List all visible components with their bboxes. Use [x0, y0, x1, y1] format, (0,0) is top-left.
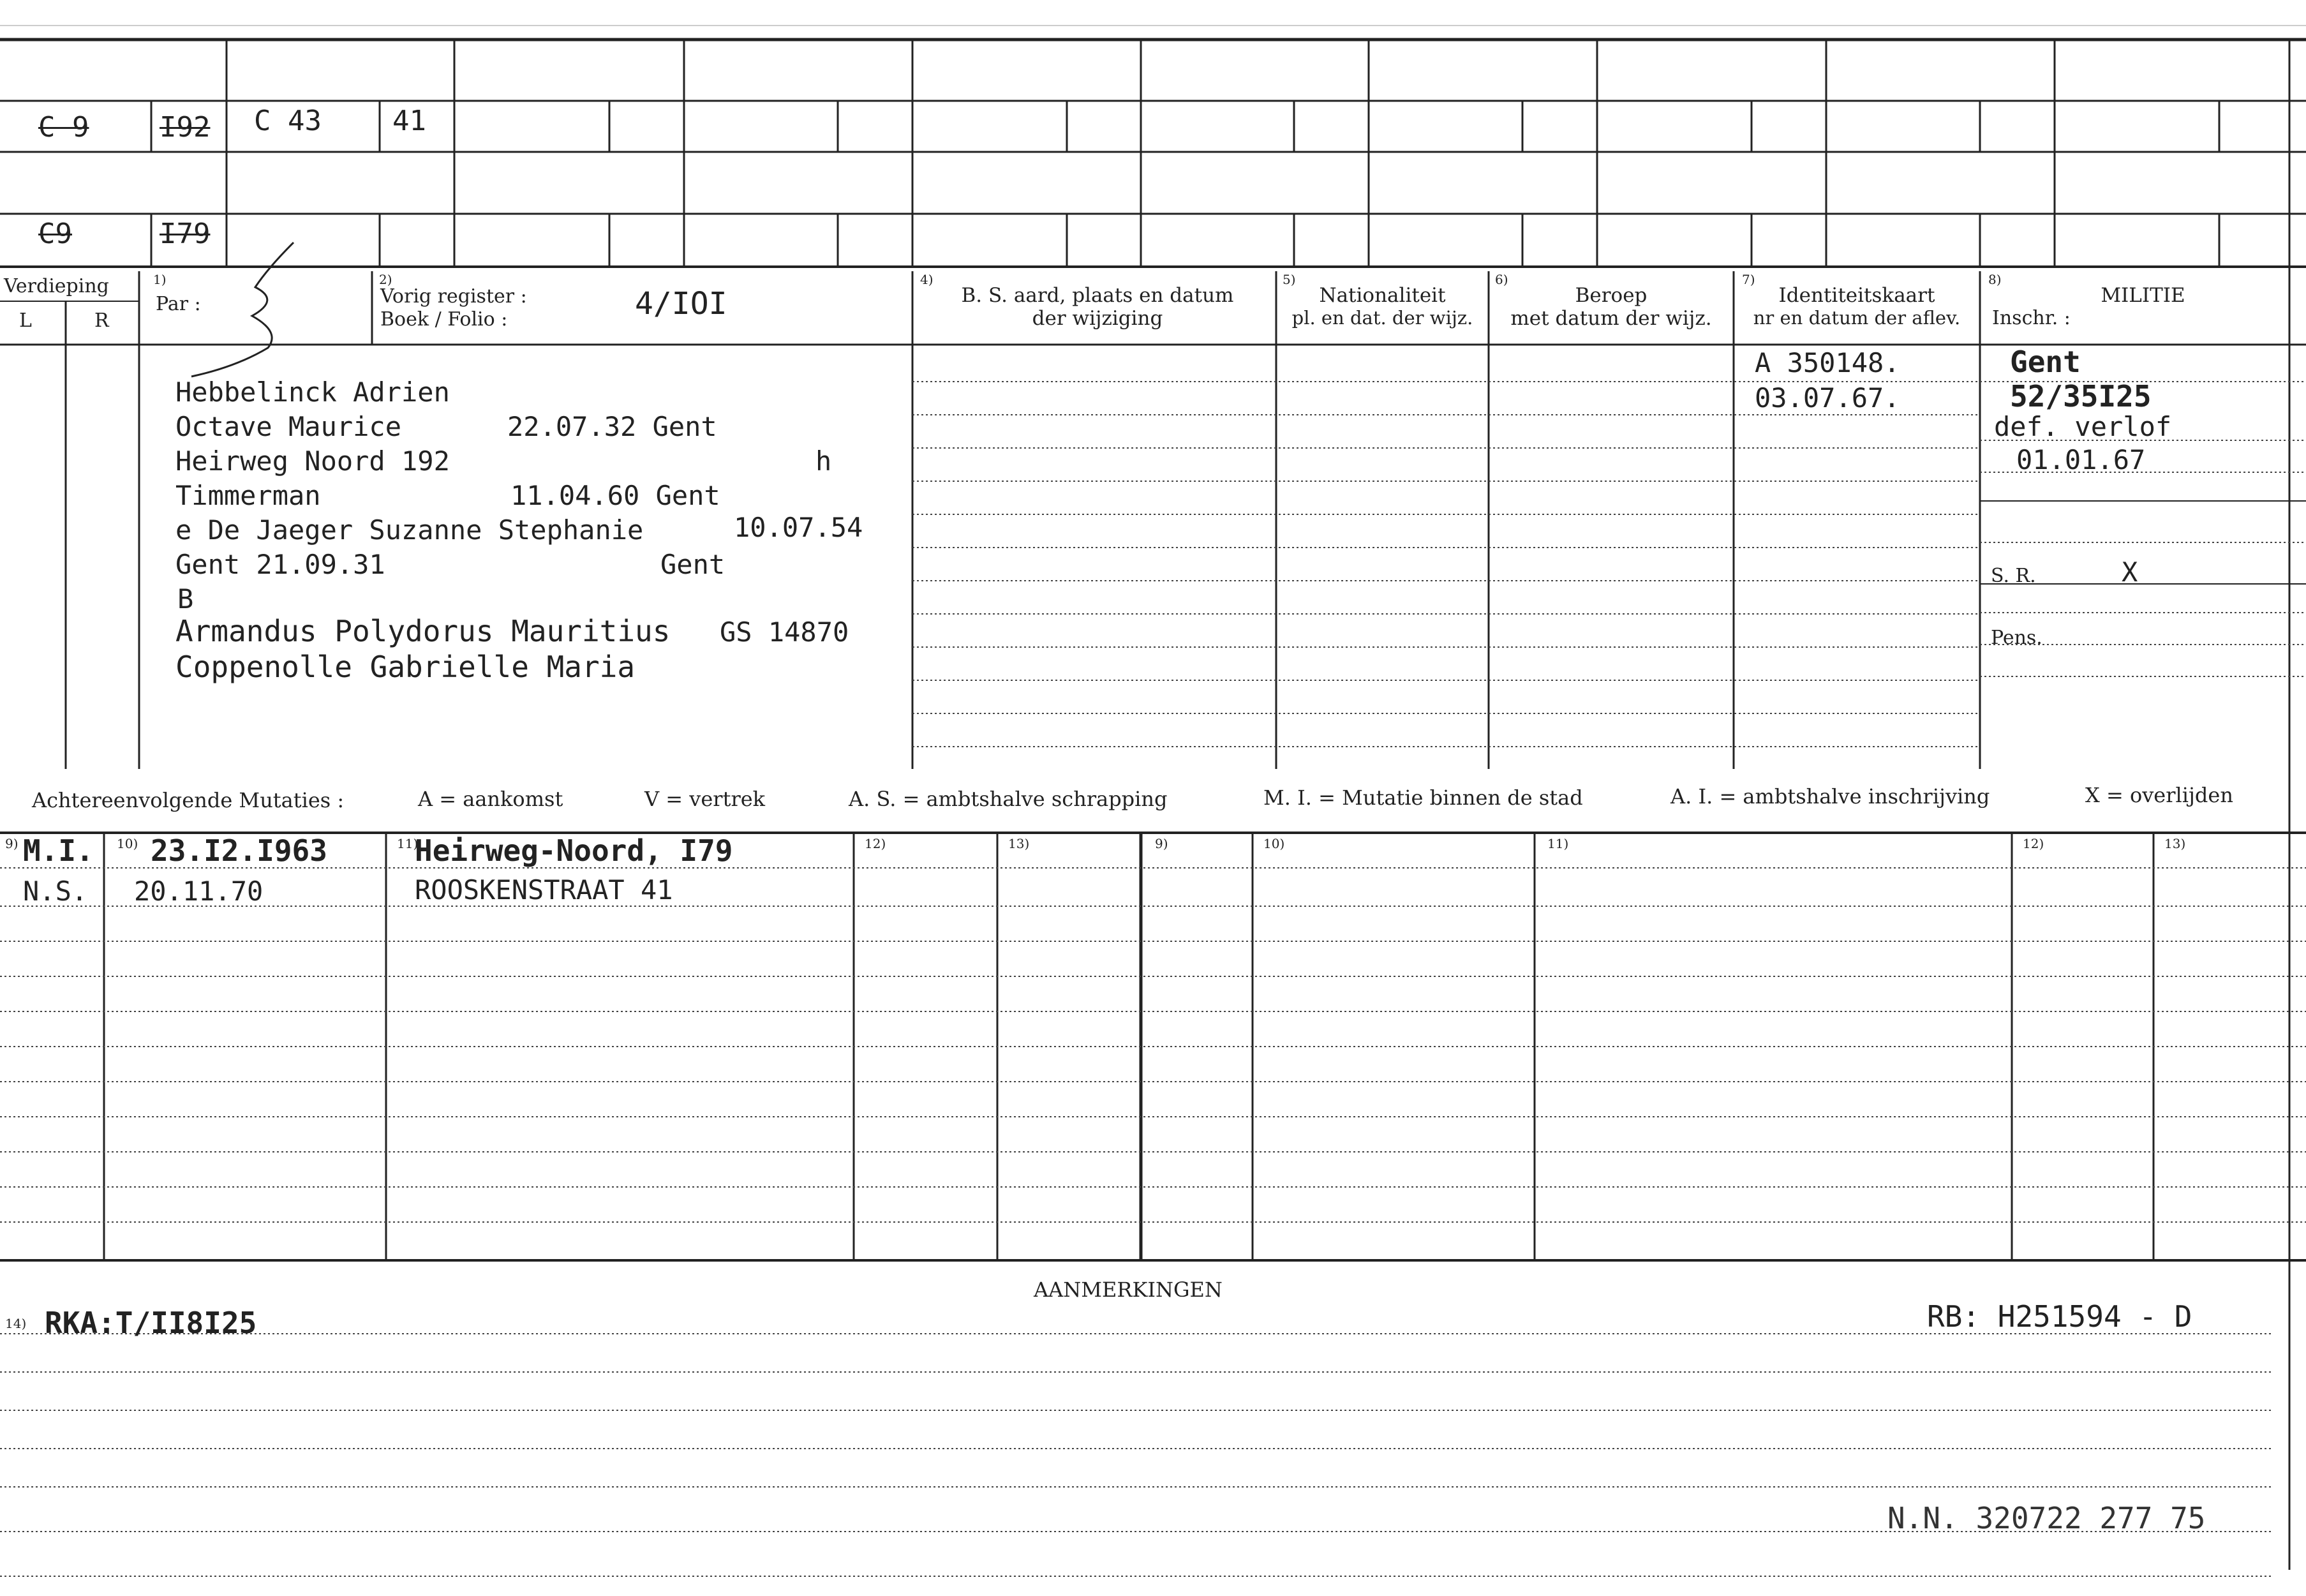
col8-number: 8) — [1988, 272, 2002, 287]
person-occupation: Timmerman — [175, 480, 321, 511]
militie-status: def. verlof — [1994, 411, 2172, 442]
mother-name: Coppenolle Gabrielle Maria — [175, 650, 636, 684]
col6-number: 6) — [1495, 272, 1508, 287]
person-name: Hebbelinck Adrien — [175, 377, 450, 408]
boek-folio-label: Boek / Folio : — [380, 308, 508, 331]
legend-aankomst: A = aankomst — [418, 787, 563, 811]
legend-overlijden: X = overlijden — [2085, 783, 2233, 807]
col4-number: 4) — [920, 272, 934, 287]
mut-col10-right: 10) — [1263, 836, 1285, 851]
floor-l-label: L — [19, 310, 32, 332]
militie-place: Gent — [2010, 345, 2081, 379]
col7-header-line1: Identiteitskaart — [1778, 284, 1935, 307]
col4-header-line2: der wijziging — [1032, 307, 1163, 330]
remarks-rka: RKA:T/II8I25 — [45, 1306, 257, 1340]
mutation-address: ROOSKENSTRAAT 41 — [415, 874, 673, 906]
sr-label: S. R. — [1991, 565, 2036, 587]
col5-number: 5) — [1283, 272, 1296, 287]
mutation-date: 20.11.70 — [134, 876, 264, 907]
spouse-marriage-date: 10.07.54 — [734, 512, 863, 543]
top-code-row2-b: I79 — [160, 218, 211, 250]
mutation-date: 23.I2.I963 — [151, 833, 327, 868]
mut-col11-right: 11) — [1547, 836, 1569, 851]
legend-mutatie-stad: M. I. = Mutatie binnen de stad — [1263, 786, 1583, 810]
person-given-names: Octave Maurice — [175, 411, 402, 442]
remarks-title: AANMERKINGEN — [1034, 1278, 1223, 1302]
pens-label: Pens. — [1991, 627, 2042, 649]
col7-number: 7) — [1742, 272, 1755, 287]
father-code: GS 14870 — [720, 616, 849, 648]
col8-header-line1: MILITIE — [2101, 284, 2185, 307]
spouse-name: e De Jaeger Suzanne Stephanie — [175, 514, 644, 546]
col4-header-line1: B. S. aard, plaats en datum — [961, 284, 1234, 307]
top-code-row1-d: 41 — [392, 105, 426, 137]
par-label: Par : — [156, 293, 201, 315]
militie-inschr-label: Inschr. : — [1992, 307, 2071, 329]
remarks-nn: N.N. 320722 277 75 — [1887, 1501, 2206, 1535]
militie-number: 52/35I25 — [2010, 379, 2152, 414]
col5-header-line2: pl. en dat. der wijz. — [1291, 307, 1473, 329]
mut-col13-left: 13) — [1008, 836, 1030, 851]
vorig-register-value: 4/IOI — [635, 286, 727, 322]
mutation-address: Heirweg-Noord, I79 — [415, 833, 733, 868]
remarks-number: 14) — [5, 1316, 27, 1331]
top-code-row2-a: C9 — [38, 218, 72, 250]
top-code-row1-a: C 9 — [38, 111, 89, 144]
person-mark-b: B — [177, 583, 194, 615]
mut-col13-right: 13) — [2164, 836, 2186, 851]
verdieping-label: Verdieping — [4, 275, 109, 297]
mut-col12-left: 12) — [865, 836, 886, 851]
mutations-legend-title: Achtereenvolgende Mutaties : — [32, 788, 345, 812]
mutation-type: M.I. — [23, 833, 94, 868]
col7-header-line2: nr en datum der aflev. — [1753, 307, 1961, 329]
spouse-birth-place: Gent — [660, 549, 725, 580]
vorig-register-label: Vorig register : — [380, 285, 527, 308]
legend-vertrek: V = vertrek — [644, 787, 766, 811]
floor-r-label: R — [94, 310, 109, 332]
col6-header-line2: met datum der wijz. — [1510, 307, 1712, 330]
mut-col12-right: 12) — [2023, 836, 2044, 851]
mut-col9-left: 9) — [5, 836, 19, 851]
militie-date: 01.01.67 — [2016, 444, 2146, 475]
mutation-type: N.S. — [23, 876, 88, 907]
person-birth: 22.07.32 Gent — [507, 411, 717, 442]
top-code-row1-b: I92 — [160, 111, 211, 144]
father-name: Armandus Polydorus Mauritius — [175, 614, 671, 648]
sr-value: X — [2122, 556, 2138, 588]
top-code-row1-c: C 43 — [254, 105, 322, 137]
par-number: 1) — [153, 272, 167, 287]
person-address-mark: h — [815, 445, 832, 477]
mut-col10-left: 10) — [117, 836, 138, 851]
mut-col9-right: 9) — [1155, 836, 1168, 851]
legend-schrapping: A. S. = ambtshalve schrapping — [849, 787, 1168, 811]
spouse-birth: Gent 21.09.31 — [175, 549, 385, 580]
person-address: Heirweg Noord 192 — [175, 445, 450, 477]
col6-header-line1: Beroep — [1575, 284, 1648, 307]
vorig-number: 2) — [379, 272, 392, 287]
id-card-date: 03.07.67. — [1755, 382, 1900, 414]
mut-col11-left: 11) — [397, 836, 419, 851]
col5-header-line1: Nationaliteit — [1319, 284, 1446, 307]
legend-inschrijving: A. I. = ambtshalve inschrijving — [1670, 784, 1990, 809]
id-card-number: A 350148. — [1755, 347, 1900, 378]
remarks-rb: RB: H251594 - D — [1927, 1299, 2192, 1334]
person-occupation-date: 11.04.60 Gent — [510, 480, 720, 511]
